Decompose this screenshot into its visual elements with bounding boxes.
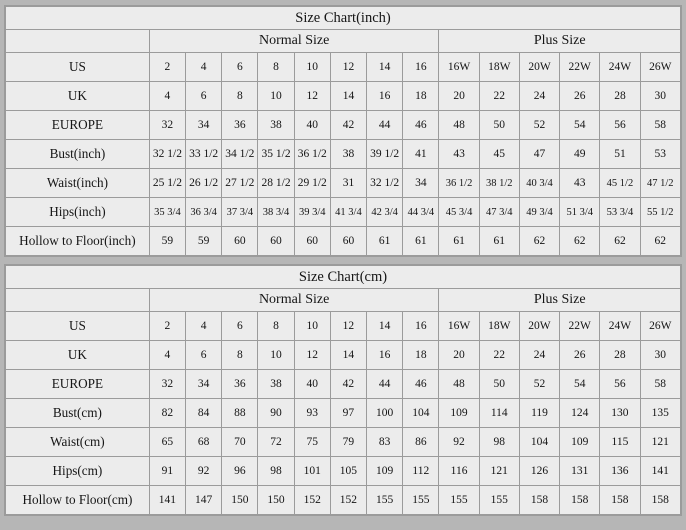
cell-value: 26W [640, 312, 680, 341]
cell-value: 59 [149, 227, 185, 256]
row-label: EUROPE [6, 370, 150, 399]
cell-value: 158 [640, 486, 680, 515]
cell-value: 47 [519, 140, 559, 169]
table-row [6, 312, 681, 341]
cell-value: 46 [403, 111, 439, 140]
cell-value: 24W [600, 312, 640, 341]
cell-value: 50 [479, 111, 519, 140]
cell-value: 44 3/4 [403, 198, 439, 227]
cell-value: 20W [519, 312, 559, 341]
table-row [6, 486, 681, 515]
cell-value: 100 [367, 399, 403, 428]
cell-value: 47 3/4 [479, 198, 519, 227]
cell-value: 36 3/4 [186, 198, 222, 227]
row-label: Bust(inch) [6, 140, 150, 169]
cell-value: 121 [479, 457, 519, 486]
table-group-row [6, 30, 681, 53]
cell-value: 98 [479, 428, 519, 457]
cell-value: 37 3/4 [222, 198, 258, 227]
cell-value: 44 [367, 111, 403, 140]
cell-value: 83 [367, 428, 403, 457]
cell-value: 55 1/2 [640, 198, 680, 227]
cell-value: 43 [439, 140, 479, 169]
cell-value: 79 [330, 428, 366, 457]
cell-value: 6 [222, 53, 258, 82]
cell-value: 62 [600, 227, 640, 256]
cell-value: 45 1/2 [600, 169, 640, 198]
cell-value: 32 1/2 [367, 169, 403, 198]
group-header-plus: Plus Size [439, 30, 681, 53]
cell-value: 20 [439, 82, 479, 111]
cell-value: 141 [640, 457, 680, 486]
cell-value: 22 [479, 82, 519, 111]
cell-value: 22W [560, 312, 600, 341]
page-title: Size Chart(cm) [6, 266, 681, 289]
cell-value: 40 [294, 111, 330, 140]
table-group-row [6, 289, 681, 312]
cell-value: 150 [222, 486, 258, 515]
cell-value: 10 [294, 312, 330, 341]
cell-value: 22 [479, 341, 519, 370]
cell-value: 116 [439, 457, 479, 486]
cell-value: 155 [367, 486, 403, 515]
cell-value: 52 [519, 111, 559, 140]
cell-value: 26 [560, 82, 600, 111]
cell-value: 39 1/2 [367, 140, 403, 169]
cell-value: 26 [560, 341, 600, 370]
group-header-normal: Normal Size [149, 30, 439, 53]
row-label: UK [6, 341, 150, 370]
cell-value: 48 [439, 111, 479, 140]
cell-value: 48 [439, 370, 479, 399]
cell-value: 92 [186, 457, 222, 486]
cell-value: 51 3/4 [560, 198, 600, 227]
cell-value: 136 [600, 457, 640, 486]
cell-value: 155 [403, 486, 439, 515]
row-label: Hollow to Floor(cm) [6, 486, 150, 515]
cell-value: 121 [640, 428, 680, 457]
cell-value: 12 [330, 312, 366, 341]
cell-value: 152 [330, 486, 366, 515]
cell-value: 14 [367, 53, 403, 82]
cell-value: 40 [294, 370, 330, 399]
row-label: Waist(inch) [6, 169, 150, 198]
cell-value: 8 [222, 82, 258, 111]
cell-value: 51 [600, 140, 640, 169]
table-row [6, 169, 681, 198]
cell-value: 41 3/4 [330, 198, 366, 227]
cell-value: 42 [330, 111, 366, 140]
cell-value: 141 [149, 486, 185, 515]
cell-value: 61 [479, 227, 519, 256]
cell-value: 42 [330, 370, 366, 399]
size-chart-inch-table [5, 6, 681, 256]
cell-value: 25 1/2 [149, 169, 185, 198]
cell-value: 33 1/2 [186, 140, 222, 169]
table-title-row [6, 7, 681, 30]
cell-value: 60 [294, 227, 330, 256]
cell-value: 126 [519, 457, 559, 486]
cell-value: 41 [403, 140, 439, 169]
size-chart-cm-table [5, 265, 681, 515]
cell-value: 52 [519, 370, 559, 399]
cell-value: 58 [640, 370, 680, 399]
cell-value: 4 [149, 341, 185, 370]
cell-value: 88 [222, 399, 258, 428]
row-label: Hollow to Floor(inch) [6, 227, 150, 256]
cell-value: 75 [294, 428, 330, 457]
cell-value: 2 [149, 53, 185, 82]
cell-value: 18W [479, 53, 519, 82]
cell-value: 45 3/4 [439, 198, 479, 227]
cell-value: 34 [186, 370, 222, 399]
cell-value: 8 [258, 312, 294, 341]
cell-value: 30 [640, 341, 680, 370]
cell-value: 124 [560, 399, 600, 428]
cell-value: 104 [403, 399, 439, 428]
cell-value: 16 [403, 312, 439, 341]
cell-value: 93 [294, 399, 330, 428]
cell-value: 31 [330, 169, 366, 198]
cell-value: 131 [560, 457, 600, 486]
cell-value: 91 [149, 457, 185, 486]
cell-value: 45 [479, 140, 519, 169]
cell-value: 65 [149, 428, 185, 457]
row-label: Bust(cm) [6, 399, 150, 428]
cell-value: 62 [519, 227, 559, 256]
cell-value: 72 [258, 428, 294, 457]
cell-value: 27 1/2 [222, 169, 258, 198]
cell-value: 92 [439, 428, 479, 457]
table-row [6, 198, 681, 227]
cell-value: 109 [439, 399, 479, 428]
cell-value: 62 [560, 227, 600, 256]
cell-value: 147 [186, 486, 222, 515]
table-row [6, 399, 681, 428]
cell-value: 4 [186, 53, 222, 82]
table-row [6, 227, 681, 256]
cell-value: 32 [149, 111, 185, 140]
cell-value: 101 [294, 457, 330, 486]
cell-value: 16W [439, 53, 479, 82]
cell-value: 96 [222, 457, 258, 486]
table-row [6, 457, 681, 486]
cell-value: 61 [439, 227, 479, 256]
cell-value: 158 [600, 486, 640, 515]
cell-value: 59 [186, 227, 222, 256]
cell-value: 38 [330, 140, 366, 169]
cell-value: 86 [403, 428, 439, 457]
cell-value: 36 [222, 111, 258, 140]
cell-value: 68 [186, 428, 222, 457]
row-label: US [6, 312, 150, 341]
cell-value: 4 [186, 312, 222, 341]
table-row [6, 428, 681, 457]
cell-value: 98 [258, 457, 294, 486]
cell-value: 47 1/2 [640, 169, 680, 198]
cell-value: 54 [560, 370, 600, 399]
cell-value: 90 [258, 399, 294, 428]
cell-value: 109 [367, 457, 403, 486]
cell-value: 49 [560, 140, 600, 169]
cell-value: 14 [367, 312, 403, 341]
cell-value: 4 [149, 82, 185, 111]
cell-value: 70 [222, 428, 258, 457]
cell-value: 105 [330, 457, 366, 486]
cell-value: 12 [330, 53, 366, 82]
cell-value: 16W [439, 312, 479, 341]
cell-value: 115 [600, 428, 640, 457]
cell-value: 56 [600, 370, 640, 399]
cell-value: 28 1/2 [258, 169, 294, 198]
cell-value: 12 [294, 82, 330, 111]
cell-value: 22W [560, 53, 600, 82]
table-row [6, 53, 681, 82]
cell-value: 62 [640, 227, 680, 256]
cell-value: 30 [640, 82, 680, 111]
cell-value: 158 [560, 486, 600, 515]
cell-value: 28 [600, 341, 640, 370]
cell-value: 20 [439, 341, 479, 370]
cell-value: 6 [186, 82, 222, 111]
cell-value: 155 [439, 486, 479, 515]
table-row [6, 341, 681, 370]
cell-value: 26 1/2 [186, 169, 222, 198]
table-row [6, 111, 681, 140]
cell-value: 2 [149, 312, 185, 341]
cell-value: 61 [403, 227, 439, 256]
table-row [6, 140, 681, 169]
cell-value: 35 1/2 [258, 140, 294, 169]
cell-value: 34 1/2 [222, 140, 258, 169]
cell-value: 34 [186, 111, 222, 140]
cell-value: 18W [479, 312, 519, 341]
cell-value: 35 3/4 [149, 198, 185, 227]
row-label: EUROPE [6, 111, 150, 140]
cell-value: 112 [403, 457, 439, 486]
cell-value: 155 [479, 486, 519, 515]
cell-value: 84 [186, 399, 222, 428]
group-row-spacer [6, 289, 150, 312]
cell-value: 24 [519, 82, 559, 111]
cell-value: 36 [222, 370, 258, 399]
cell-value: 54 [560, 111, 600, 140]
cell-value: 16 [367, 341, 403, 370]
cell-value: 8 [258, 53, 294, 82]
cell-value: 58 [640, 111, 680, 140]
cell-value: 60 [330, 227, 366, 256]
cell-value: 18 [403, 341, 439, 370]
cell-value: 53 [640, 140, 680, 169]
cell-value: 60 [258, 227, 294, 256]
table-row [6, 370, 681, 399]
page-title: Size Chart(inch) [6, 7, 681, 30]
cell-value: 16 [403, 53, 439, 82]
cell-value: 6 [222, 312, 258, 341]
group-header-normal: Normal Size [149, 289, 439, 312]
row-label: US [6, 53, 150, 82]
cell-value: 97 [330, 399, 366, 428]
cell-value: 10 [258, 341, 294, 370]
row-label: Hips(cm) [6, 457, 150, 486]
cell-value: 14 [330, 341, 366, 370]
cell-value: 10 [258, 82, 294, 111]
cell-value: 158 [519, 486, 559, 515]
cell-value: 150 [258, 486, 294, 515]
group-row-spacer [6, 30, 150, 53]
cell-value: 49 3/4 [519, 198, 559, 227]
cell-value: 40 3/4 [519, 169, 559, 198]
cell-value: 36 1/2 [294, 140, 330, 169]
cell-value: 8 [222, 341, 258, 370]
cell-value: 26W [640, 53, 680, 82]
group-header-plus: Plus Size [439, 289, 681, 312]
cell-value: 114 [479, 399, 519, 428]
cell-value: 38 3/4 [258, 198, 294, 227]
cell-value: 18 [403, 82, 439, 111]
cell-value: 130 [600, 399, 640, 428]
cell-value: 36 1/2 [439, 169, 479, 198]
cell-value: 38 1/2 [479, 169, 519, 198]
cell-value: 119 [519, 399, 559, 428]
cell-value: 24W [600, 53, 640, 82]
cell-value: 12 [294, 341, 330, 370]
cell-value: 29 1/2 [294, 169, 330, 198]
cell-value: 32 [149, 370, 185, 399]
cell-value: 43 [560, 169, 600, 198]
cell-value: 135 [640, 399, 680, 428]
cell-value: 20W [519, 53, 559, 82]
cell-value: 53 3/4 [600, 198, 640, 227]
cell-value: 109 [560, 428, 600, 457]
cell-value: 39 3/4 [294, 198, 330, 227]
cell-value: 16 [367, 82, 403, 111]
row-label: Hips(inch) [6, 198, 150, 227]
cell-value: 6 [186, 341, 222, 370]
cell-value: 38 [258, 111, 294, 140]
cell-value: 104 [519, 428, 559, 457]
table-row [6, 82, 681, 111]
cell-value: 82 [149, 399, 185, 428]
cell-value: 32 1/2 [149, 140, 185, 169]
row-label: Waist(cm) [6, 428, 150, 457]
cell-value: 61 [367, 227, 403, 256]
cell-value: 152 [294, 486, 330, 515]
cell-value: 56 [600, 111, 640, 140]
cell-value: 34 [403, 169, 439, 198]
cell-value: 44 [367, 370, 403, 399]
cell-value: 24 [519, 341, 559, 370]
cell-value: 50 [479, 370, 519, 399]
row-label: UK [6, 82, 150, 111]
cell-value: 28 [600, 82, 640, 111]
size-chart-cm [4, 264, 682, 516]
cell-value: 60 [222, 227, 258, 256]
cell-value: 14 [330, 82, 366, 111]
cell-value: 10 [294, 53, 330, 82]
cell-value: 46 [403, 370, 439, 399]
cell-value: 42 3/4 [367, 198, 403, 227]
table-title-row [6, 266, 681, 289]
size-chart-inch [4, 5, 682, 257]
cell-value: 38 [258, 370, 294, 399]
